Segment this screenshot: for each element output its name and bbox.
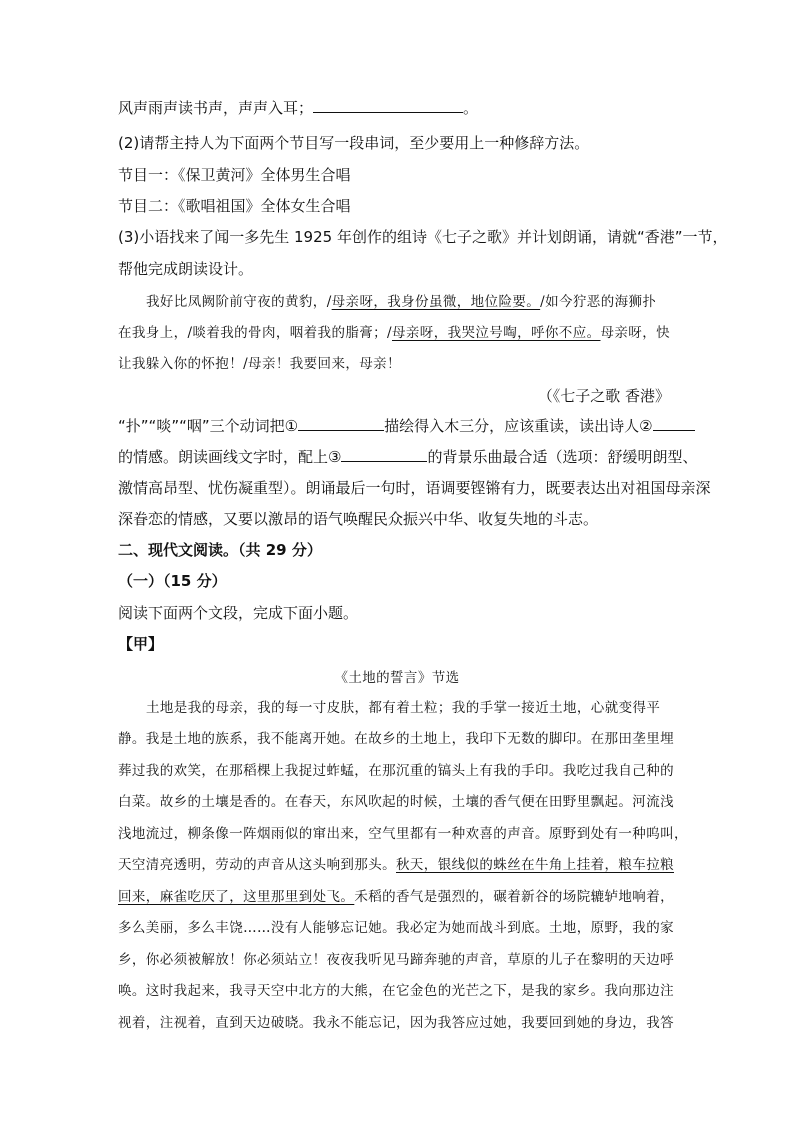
poem-text: 在我身上，/啖着我的骨肉，咽着我的脂膏；/ bbox=[118, 325, 392, 341]
question-1-tail bbox=[118, 98, 478, 118]
design-line-4: 深眷恋的情感，又要以激昂的语气唤醒民众振兴中华、收复失地的斗志。 bbox=[118, 510, 599, 528]
passage-line: 土地是我的母亲，我的每一寸皮肤，都有着土粒；我的手掌一接近土地，心就变得平 bbox=[146, 700, 661, 716]
design-line-3: 激情高昂型、忧伤凝重型）。朗诵最后一句时，语调要铿锵有力，既要表达出对祖国母亲深 bbox=[118, 479, 711, 497]
blank-marker-2: ② bbox=[639, 417, 653, 435]
design-line-1 bbox=[118, 416, 695, 436]
answer-blank-3[interactable] bbox=[341, 447, 427, 462]
design-text: 描绘得入木三分，应该重读，读出诗人 bbox=[384, 417, 640, 435]
design-text: “扑”“啖”“咽”三个动词把 bbox=[118, 417, 285, 435]
passage-line: 多么美丽，多么丰饶……没有人能够忘记她。我必定为她而战斗到底。土地，原野，我的家 bbox=[118, 920, 674, 936]
question-3-prompt: (3)小语找来了闻一多先生 1925 年创作的组诗《七子之歌》并计划朗诵，请就“香港”一节， bbox=[118, 228, 728, 246]
passage-line: 浅地流过，柳条像一阵烟雨似的窜出来，空气里都有一种欢喜的声音。原野到处有一种呜叫， bbox=[118, 826, 688, 842]
poem-text: 我好比凤阙阶前守夜的黄豹，/ bbox=[146, 294, 332, 310]
blank-marker-1: ① bbox=[284, 417, 299, 435]
part-heading: （一）（15 分） bbox=[118, 572, 227, 590]
blank-marker-3: ③ bbox=[328, 448, 342, 466]
passage-line bbox=[118, 855, 674, 875]
poem-line-2 bbox=[118, 323, 670, 343]
passage-line: 白菜。故乡的土壤是香的。在春天，东风吹起的时候，土壤的香气便在田野里飘起。河流浅 bbox=[118, 794, 674, 810]
passage-line: 唤。这时我起来，我寻天空中北方的大熊，在它金色的光芒之下，是我的家乡。我向那边注 bbox=[118, 983, 674, 999]
passage-label: 【甲】 bbox=[118, 635, 164, 653]
show-2: 节目二：《歌唱祖国》全体女生合唱 bbox=[118, 197, 351, 215]
passage-title: 《土地的誓言》节选 bbox=[334, 670, 460, 686]
question-1-text: 风声雨声读书声，声声入耳； bbox=[118, 99, 314, 117]
answer-blank-2[interactable] bbox=[653, 416, 695, 431]
poem-underlined-text: 母亲呀，我身份虽微，地位险要。 bbox=[331, 294, 541, 310]
passage-underlined-text: 秋天，银线似的蛛丝在牛角上挂着，粮车拉粮 bbox=[396, 857, 674, 873]
passage-underlined-text: 回来，麻雀吃厌了，这里那里到处飞。 bbox=[118, 889, 355, 905]
answer-blank-1[interactable] bbox=[298, 416, 384, 431]
question-3-prompt-continued: 帮他完成朗读设计。 bbox=[118, 260, 254, 278]
passage-text: 禾稻的香气是强烈的，碾着新谷的场院辘轳地响着， bbox=[354, 889, 675, 905]
passage-text: 天空清亮透明，劳动的声音从这头响到那头。 bbox=[118, 857, 396, 873]
passage-line: 视着，注视着，直到天边破晓。我永不能忘记，因为我答应过她，我要回到她的身边，我答 bbox=[118, 1015, 674, 1031]
reading-instruction: 阅读下面两个文段，完成下面小题。 bbox=[118, 604, 359, 622]
question-1-end: 。 bbox=[463, 99, 479, 117]
passage-line: 乡，你必须被解放！你必须站立！夜夜我听见马蹄奔驰的声音，草原的儿子在黎明的天边呼 bbox=[118, 952, 674, 968]
passage-line: 静。我是土地的族系，我不能离开她。在故乡的土地上，我印下无数的脚印。在那田垄里埋 bbox=[118, 731, 674, 747]
poem-text: 母亲呀，快 bbox=[600, 325, 670, 341]
question-2-prompt: (2)请帮主持人为下面两个节目写一段串词，至少要用上一种修辞方法。 bbox=[118, 134, 590, 152]
passage-line: 葬过我的欢笑，在那稻棵上我捉过蚱蜢，在那沉重的镐头上有我的手印。我吃过我自己种的 bbox=[118, 763, 674, 779]
answer-blank[interactable] bbox=[313, 98, 463, 113]
show-1: 节目一：《保卫黄河》全体男生合唱 bbox=[118, 166, 351, 184]
poem-line-3: 让我躲入你的怀抱！/母亲！我要回来，母亲！ bbox=[118, 356, 401, 372]
poem-text: /如今狞恶的海狮扑 bbox=[540, 294, 657, 310]
design-line-2 bbox=[118, 447, 697, 467]
design-text: 的情感。朗读画线文字时，配上 bbox=[118, 448, 329, 466]
passage-line bbox=[118, 887, 674, 907]
section-heading: 二、现代文阅读。（共 29 分） bbox=[118, 541, 322, 559]
poem-source: （《七子之歌 香港》 bbox=[537, 387, 670, 405]
poem-line-1 bbox=[146, 292, 656, 312]
design-text: 的背景乐曲最合适（选项：舒缓明朗型、 bbox=[427, 448, 698, 466]
poem-underlined-text: 母亲呀，我哭泣号啕，呼你不应。 bbox=[392, 325, 601, 341]
